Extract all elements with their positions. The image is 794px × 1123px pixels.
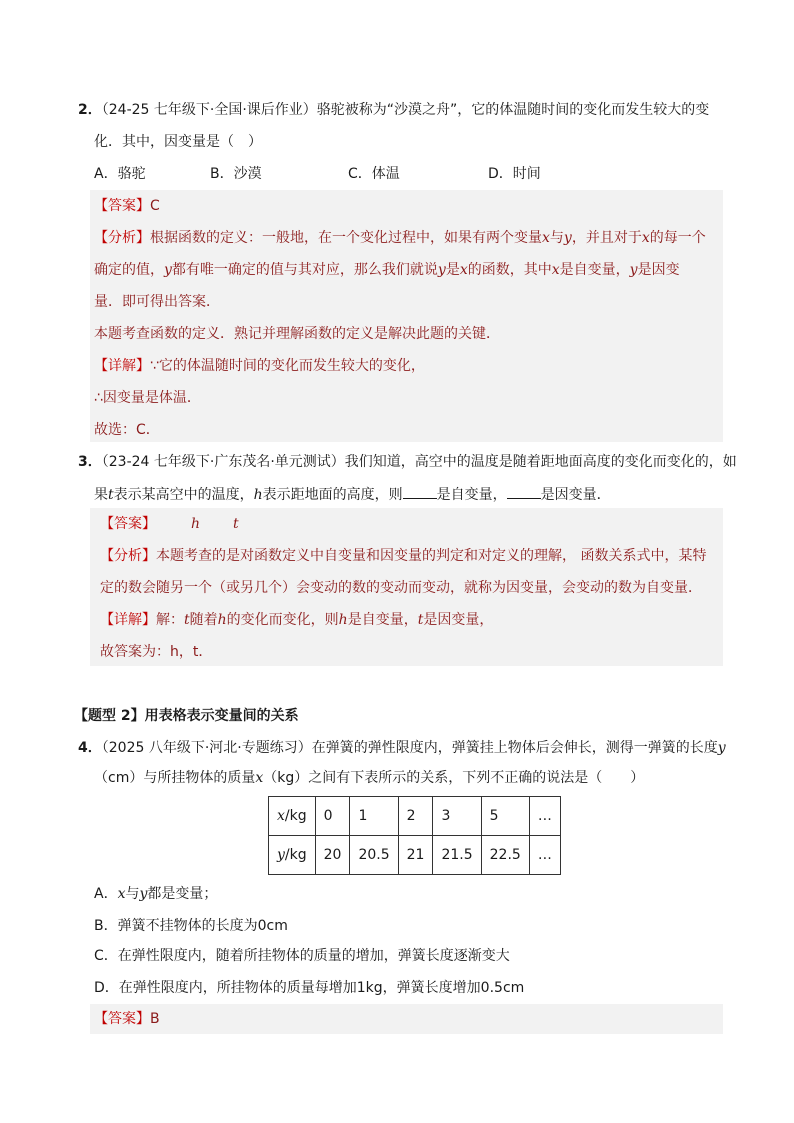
q2-analysis-text: 确定的值， <box>94 262 164 278</box>
var-t: t <box>108 487 114 503</box>
var-h: h <box>253 487 263 503</box>
q3-source: （23-24 七年级下·广东茂名·单元测试） <box>101 454 345 470</box>
q3-answer-line <box>100 514 156 534</box>
q4-answer-line <box>94 1009 160 1029</box>
q2-analysis-line2 <box>94 260 680 280</box>
blank-1 <box>403 484 437 499</box>
q4-stem-line1 <box>78 738 726 758</box>
unit: /kg <box>284 808 307 824</box>
q2-detail-text: ∵它的体温随时间的变化而发生较大的变化， <box>150 358 425 374</box>
table-cell: 20 <box>315 836 350 875</box>
table-row <box>269 836 561 875</box>
var-h: h <box>217 612 227 628</box>
q3-detail-line2: 故答案为：h，t． <box>100 644 213 660</box>
var-y: y <box>164 262 172 278</box>
q4-stem-text: （cm）与所挂物体的质量 <box>94 770 256 786</box>
table-row-header <box>269 797 316 836</box>
q2-stem-line2: 化．其中，因变量是（ ） <box>94 134 262 150</box>
q3-analysis-line2: 定的数会随另一个（或另几个）会变动的数的变动而变动，就称为因变量，会变动的数为自变量． <box>100 580 702 596</box>
table-cell: 0 <box>315 797 350 836</box>
q3-stem-text: 表示距地面的高度，则 <box>262 487 403 503</box>
q4-stem-text1: 在弹簧的弹性限度内，弹簧挂上物体后会伸长，测得一弹簧的长度 <box>311 740 718 756</box>
var-y: y <box>437 262 446 278</box>
q3-stem-line2 <box>94 484 611 505</box>
q3-detail-text: 解： <box>156 612 184 628</box>
q4-option-c: C．在弹性限度内，随着所挂物体的质量的增加，弹簧长度逐渐变大 <box>94 948 510 964</box>
q2-analysis-text: 与 <box>549 230 564 246</box>
q2-option-a: A．骆驼 <box>94 166 146 182</box>
q2-analysis-text: 的函数，其中 <box>467 262 552 278</box>
table-cell: 22.5 <box>481 836 529 875</box>
q3-number: 3． <box>78 454 102 470</box>
q4-data-table <box>268 796 561 875</box>
var-y: y <box>717 740 726 756</box>
table-row-header <box>269 836 316 875</box>
q3-detail-text: 随着 <box>189 612 218 628</box>
q2-analysis-tag: 【分析】 <box>94 230 150 246</box>
q4-option-d: D．在弹性限度内，所挂物体的质量每增加1kg，弹簧长度增加0.5cm <box>94 980 525 996</box>
q4-option-text: 与 <box>125 886 140 902</box>
var-x: x <box>255 770 264 786</box>
table-row <box>269 797 561 836</box>
q2-answer-tag: 【答案】 <box>94 198 150 214</box>
q4-stem-text: （kg）之间有下表所示的关系，下列不正确的说法是（ ） <box>263 770 645 786</box>
q3-detail-text: 的变化而变化，则 <box>226 612 339 628</box>
q2-analysis-text: 是因变 <box>637 262 680 278</box>
q3-analysis-text: 本题考查的是对函数定义中自变量和因变量的判定和对定义的理解， 函数关系式中，某特 <box>156 548 707 564</box>
q3-analysis-tag: 【分析】 <box>100 548 156 564</box>
var-x: x <box>277 808 285 824</box>
q2-option-b: B．沙漠 <box>210 166 262 182</box>
table-cell: 21 <box>398 836 433 875</box>
q2-detail-line2: ∴因变量是体温． <box>94 390 201 406</box>
table-cell: … <box>529 797 560 836</box>
var-x: x <box>551 262 560 278</box>
table-cell: 3 <box>433 797 481 836</box>
q2-analysis-line1 <box>94 228 706 248</box>
table-cell: 5 <box>481 797 529 836</box>
q4-answer-tag: 【答案】 <box>94 1011 150 1027</box>
table-cell: 2 <box>398 797 433 836</box>
q3-stem-text: 果 <box>94 487 108 503</box>
q2-number: 2． <box>78 102 102 118</box>
var-y: y <box>629 262 638 278</box>
table-cell: 1 <box>350 797 398 836</box>
q4-option-b: B．弹簧不挂物体的长度为0cm <box>94 918 288 934</box>
q3-detail-line1 <box>100 610 493 630</box>
table-cell: 21.5 <box>433 836 481 875</box>
q2-detail-line1 <box>94 356 425 376</box>
q3-detail-text: 是自变量， <box>347 612 418 628</box>
q2-detail-line3: 故选：C． <box>94 422 160 438</box>
q3-stem-text1: 我们知道，高空中的温度是随着距地面高度的变化而变化的，如 <box>344 454 737 470</box>
q4-solution-box <box>90 1004 723 1034</box>
q2-option-d: D．时间 <box>488 166 541 182</box>
q2-stem-text1: 骆驼被称为“沙漠之舟”，它的体温随时间的变化而发生较大的变 <box>316 102 710 118</box>
unit: /kg <box>284 847 307 863</box>
var-y: y <box>277 847 285 863</box>
q2-summary: 本题考查函数的定义．熟记并理解函数的定义是解决此题的关键． <box>94 326 500 342</box>
q3-stem-text: 是自变量， <box>436 487 507 503</box>
q3-detail-text: 是因变量， <box>423 612 494 628</box>
blank-2 <box>507 484 541 499</box>
q3-detail-tag: 【详解】 <box>100 612 156 628</box>
q2-answer: C <box>150 198 160 214</box>
var-x: x <box>641 230 650 246</box>
q4-option-a <box>94 884 217 904</box>
q4-source: （2025 八年级下·河北·专题练习） <box>101 740 312 756</box>
var-x: x <box>117 886 126 902</box>
q2-analysis-text: ，并且对于 <box>571 230 642 246</box>
q2-detail-tag: 【详解】 <box>94 358 150 374</box>
var-y: y <box>139 886 148 902</box>
q3-answer-tag: 【答案】 <box>100 516 156 532</box>
q3-answer-1: h <box>191 516 201 532</box>
table-cell: 20.5 <box>350 836 398 875</box>
q4-stem-line2 <box>94 768 644 788</box>
section-heading: 【题型 2】用表格表示变量间的关系 <box>74 708 299 724</box>
q4-number: 4． <box>78 740 102 756</box>
q2-analysis-line3: 量．即可得出答案． <box>94 294 220 310</box>
q3-stem-text: 表示某高空中的温度， <box>113 487 254 503</box>
var-h: h <box>338 612 348 628</box>
q4-answer: B <box>150 1011 160 1027</box>
q3-stem-text: 是因变量． <box>540 487 611 503</box>
q2-analysis-text: 是 <box>445 262 460 278</box>
q3-answer-2: t <box>233 516 239 532</box>
q2-option-c: C．体温 <box>348 166 400 182</box>
var-t: t <box>184 612 190 628</box>
q3-analysis-line1 <box>100 546 706 566</box>
var-x: x <box>459 262 468 278</box>
q4-option-text: 都是变量； <box>147 886 218 902</box>
q2-stem-line1 <box>78 100 709 120</box>
q2-source: （24-25 七年级下·全国·课后作业） <box>101 102 317 118</box>
table-cell: … <box>529 836 560 875</box>
q4-option-text: A． <box>94 886 118 902</box>
q2-answer-line <box>94 196 160 216</box>
var-t: t <box>417 612 424 628</box>
var-y: y <box>563 230 572 246</box>
q3-stem-line1 <box>78 452 737 472</box>
q2-analysis-text: 都有唯一确定的值与其对应，那么我们就说 <box>171 262 438 278</box>
q2-analysis-text: 的每一个 <box>649 230 706 246</box>
q2-analysis-text: 根据函数的定义：一般地，在一个变化过程中，如果有两个变量 <box>150 230 542 246</box>
var-x: x <box>542 230 550 246</box>
q2-analysis-text: 是自变量， <box>559 262 630 278</box>
